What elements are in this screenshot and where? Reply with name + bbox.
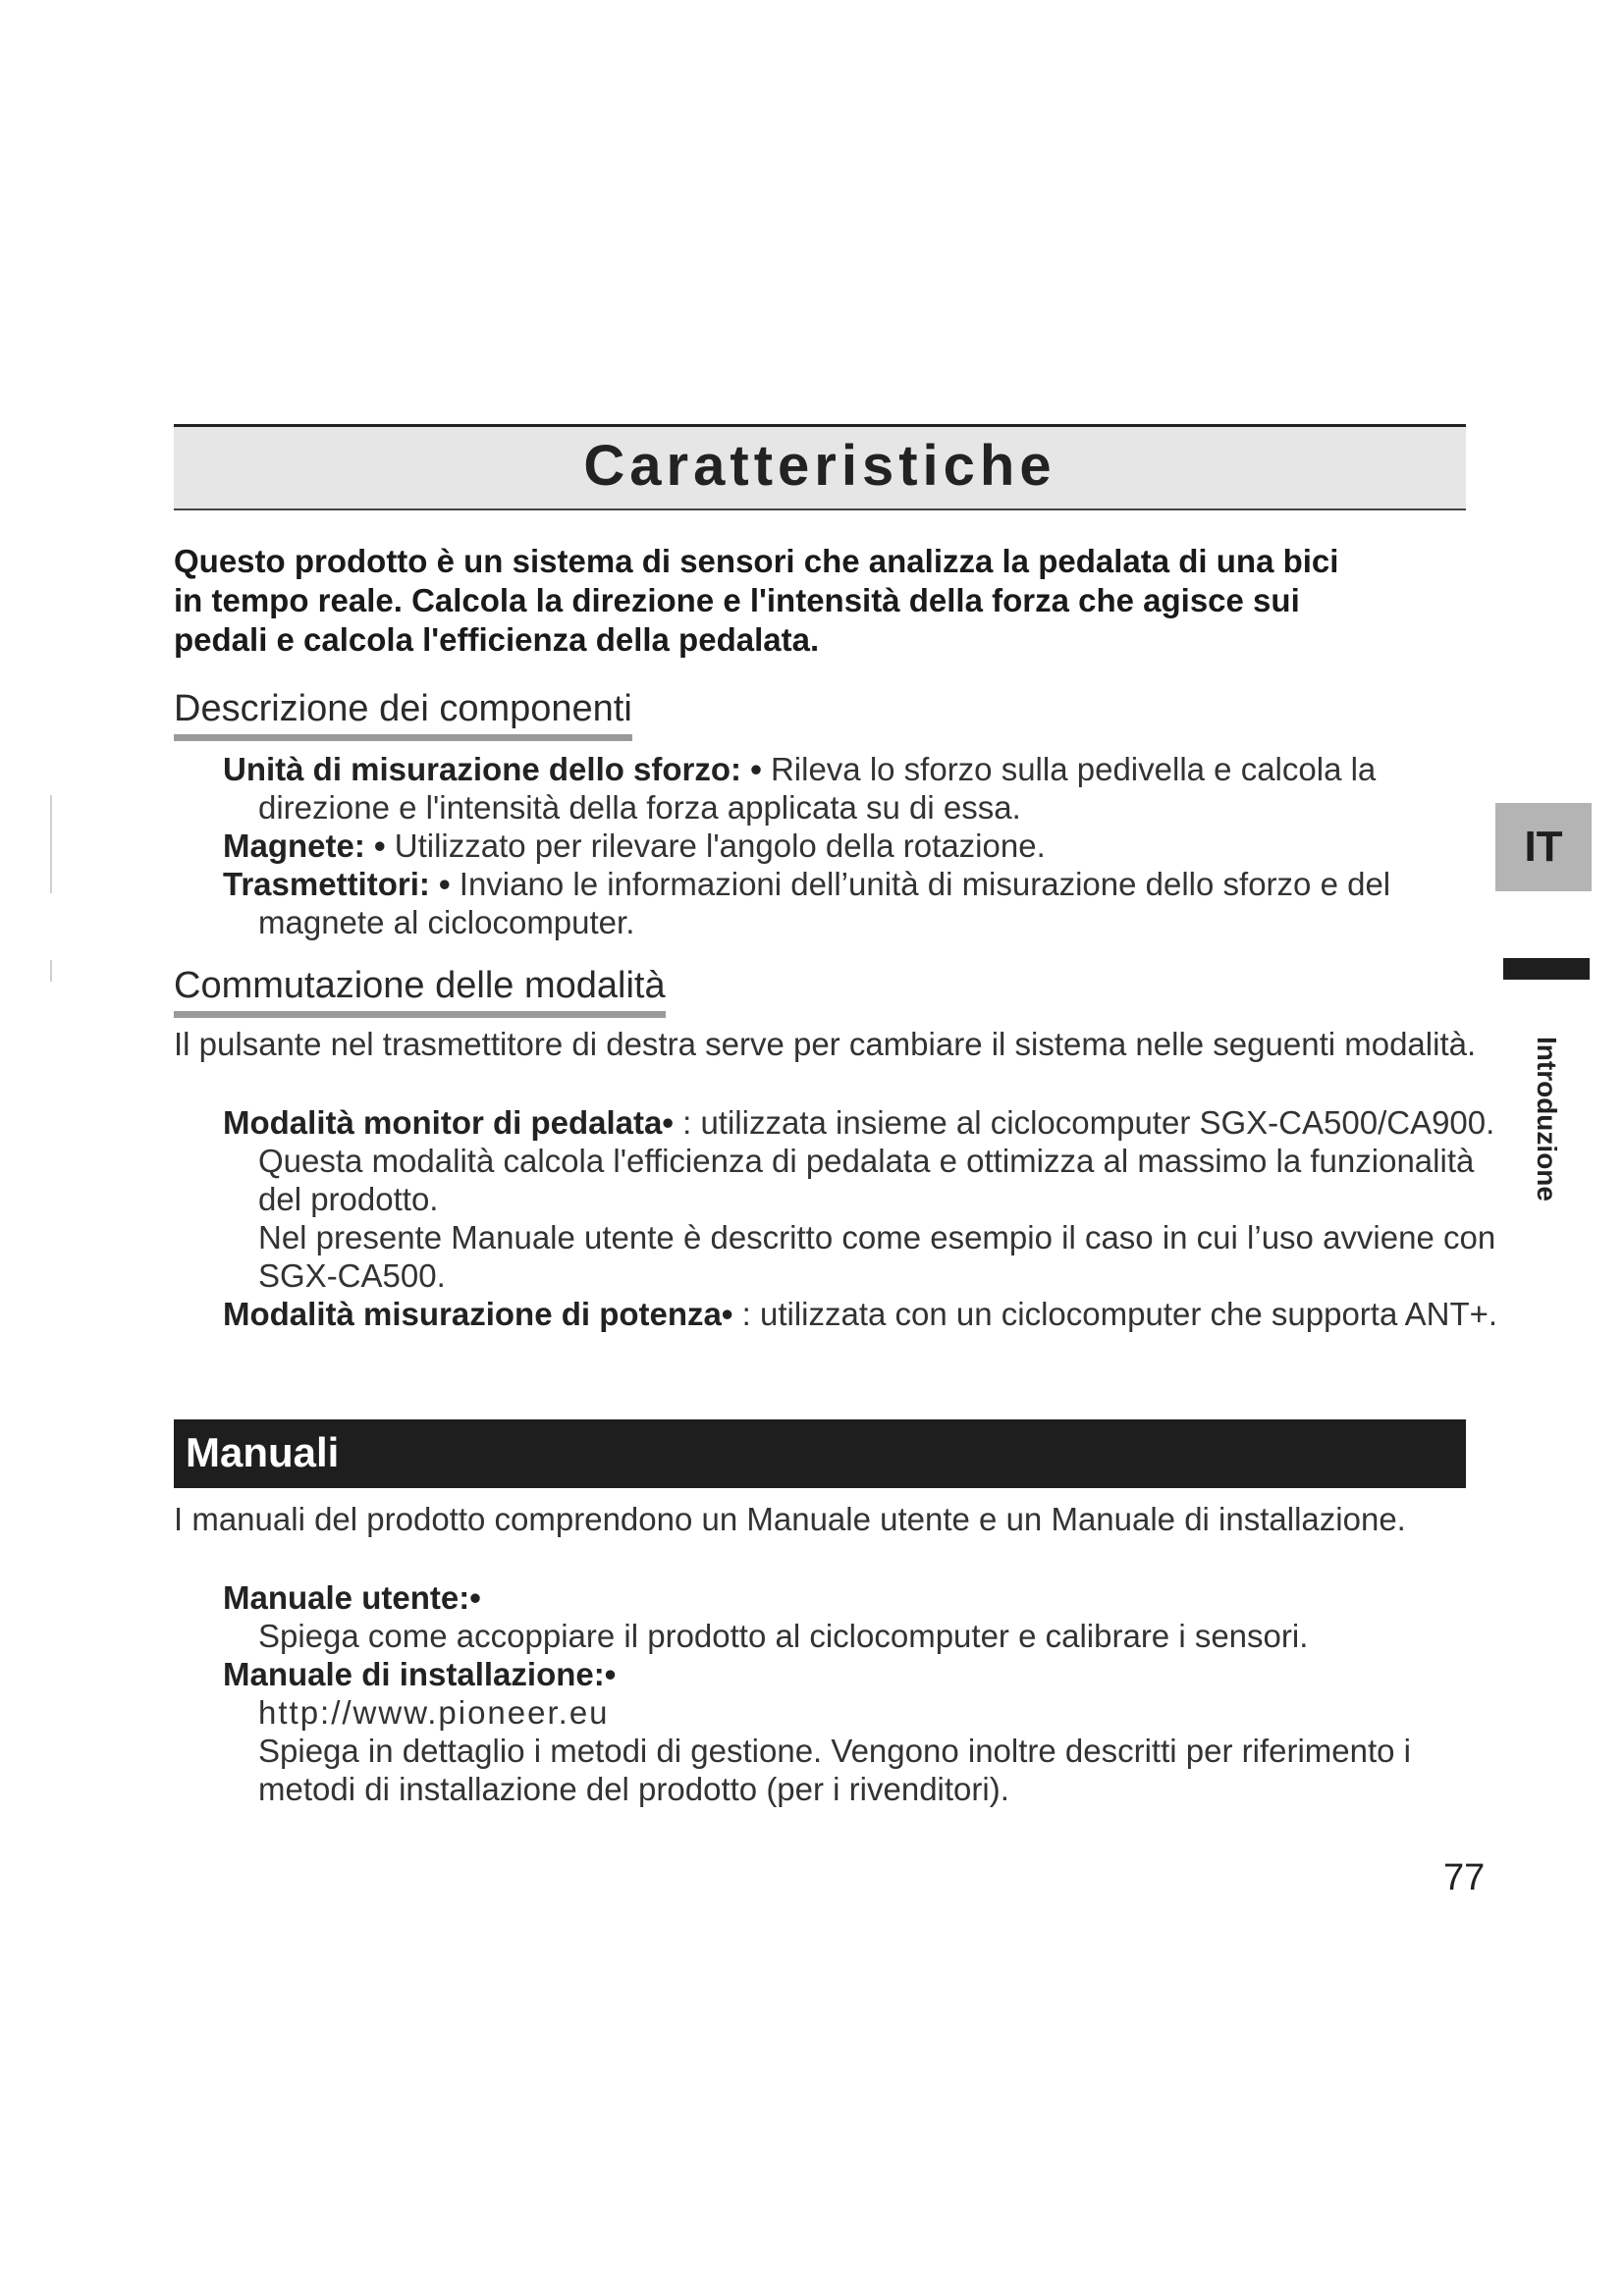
mode-item: [223, 1103, 1509, 1295]
section-heading-components: Descrizione dei componenti: [174, 687, 632, 741]
component-item: [223, 827, 1509, 865]
mode-item: [223, 1295, 1509, 1333]
language-tab: IT: [1495, 803, 1592, 891]
manual-description: Spiega in dettaglio i metodi di gestione. Vengono inoltre descritti per riferimento i metodi di installazione del prodotto (per i rivenditori).: [258, 1733, 1412, 1807]
modes-list: [174, 1103, 1509, 1333]
mode-text: : utilizzata con un ciclocomputer che supporta ANT+.: [741, 1296, 1498, 1332]
component-text: Utilizzato per rilevare l'angolo della rotazione.: [394, 828, 1046, 864]
mode-text: : utilizzata insieme al ciclocomputer SGX-CA500/CA900. Questa modalità calcola l'efficienza di pedalata e ottimizza al massimo la funzionalità del prodotto.: [258, 1104, 1495, 1217]
manuals-intro: I manuali del prodotto comprendono un Manuale utente e un Manuale di installazione.: [174, 1501, 1406, 1537]
mode-term: Modalità monitor di pedalata•: [223, 1104, 674, 1141]
section-side-label-text: Introduzione: [1532, 1037, 1562, 1201]
manual-term: Manuale utente:•: [223, 1579, 481, 1616]
component-text: Inviano le informazioni dell’unità di misurazione dello sforzo e del magnete al ciclocomputer.: [258, 866, 1391, 940]
component-text: Rileva lo sforzo sulla pedivella e calcola la direzione e l'intensità della forza applicata su di essa.: [258, 751, 1377, 826]
mode-note: Nel presente Manuale utente è descritto come esempio il caso in cui l’uso avviene con SGX-CA500.: [258, 1219, 1496, 1294]
intro-line: pedali e calcola l'efficienza della pedalata.: [174, 621, 820, 658]
section-side-label: [1492, 995, 1600, 1241]
manual-item: [223, 1578, 1509, 1655]
margin-mark-bottom: [50, 960, 52, 982]
page-number: 77: [1443, 1857, 1486, 1898]
component-term: Magnete: •: [223, 828, 386, 864]
section-marker-bar: [1503, 958, 1590, 980]
manuals-list: [174, 1578, 1509, 1808]
manual-description: Spiega come accoppiare il prodotto al ciclocomputer e calibrare i sensori.: [258, 1618, 1309, 1654]
component-term: Unità di misurazione dello sforzo: •: [223, 751, 762, 787]
margin-mark-top: [50, 795, 52, 893]
page-title-bar: [174, 424, 1466, 510]
manual-url: http://www.pioneer.eu: [258, 1694, 610, 1731]
mode-term: Modalità misurazione di potenza•: [223, 1296, 733, 1332]
section-heading-manuals: Manuali: [186, 1429, 340, 1475]
intro-line: in tempo reale. Calcola la direzione e l'intensità della forza che agisce sui: [174, 582, 1300, 618]
components-list: [174, 750, 1509, 941]
component-item: [223, 865, 1509, 941]
component-item: [223, 750, 1509, 827]
section-heading-modes: Commutazione delle modalità: [174, 964, 666, 1018]
intro-line: Questo prodotto è un sistema di sensori che analizza la pedalata di una bici: [174, 543, 1339, 579]
section-bar-manuals: [174, 1419, 1466, 1488]
modes-intro: Il pulsante nel trasmettitore di destra serve per cambiare il sistema nelle seguenti modalità.: [174, 1026, 1477, 1062]
manual-term: Manuale di installazione:•: [223, 1656, 617, 1692]
intro-paragraph: [174, 542, 1480, 660]
page-title: Caratteristiche: [583, 434, 1056, 498]
component-term: Trasmettitori: •: [223, 866, 451, 902]
manual-item: [223, 1655, 1509, 1808]
